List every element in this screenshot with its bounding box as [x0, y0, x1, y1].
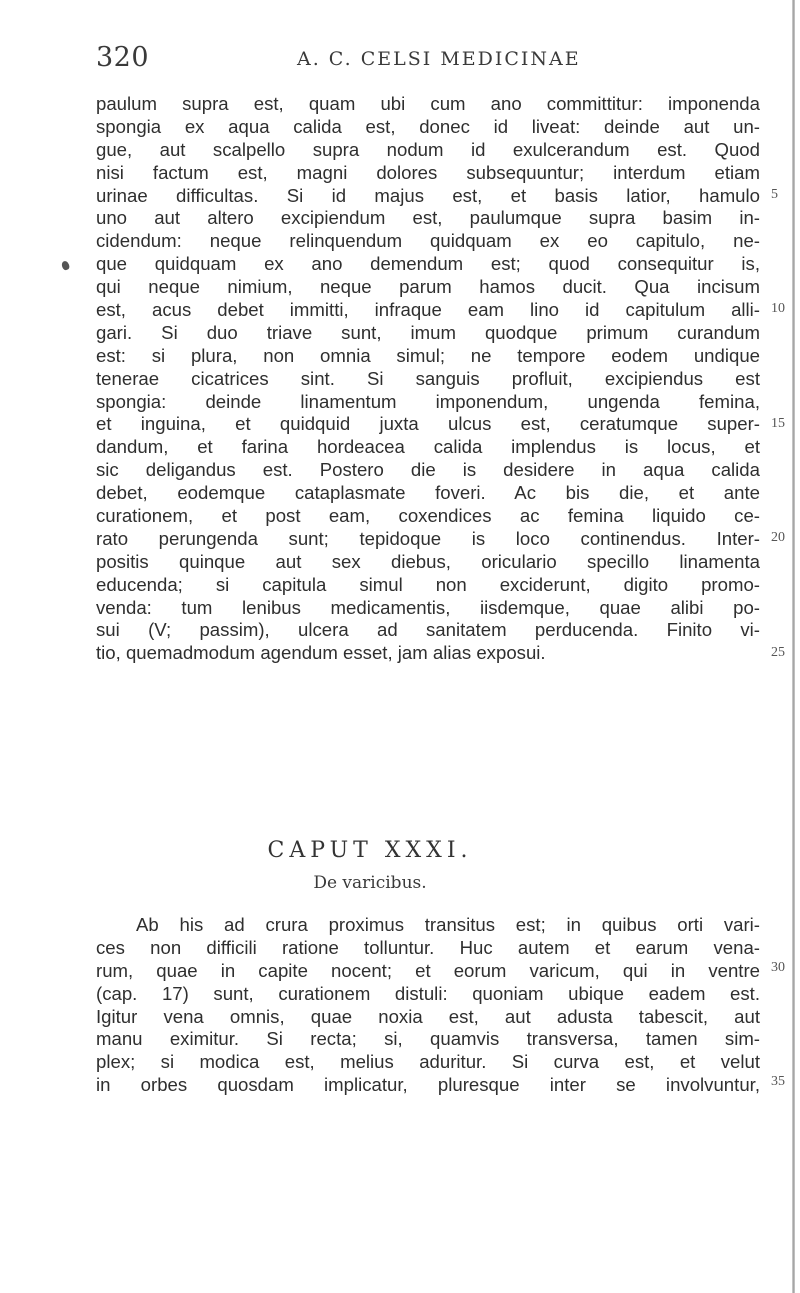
text-line: spongia: deinde linamentum imponendum, ungenda femina,: [96, 390, 760, 412]
line-number: 30: [771, 960, 785, 975]
line-number: 35: [771, 1074, 785, 1089]
text-line: rato perungenda sunt; tepidoque is loco continendus. Inter-: [96, 527, 760, 549]
text-line: ces non difficili ratione tolluntur. Huc autem et earum vena-: [96, 936, 760, 958]
line-number: 15: [771, 416, 785, 431]
text-line: que quidquam ex ano demendum est; quod consequitur is,: [96, 253, 760, 275]
text-line: gue, aut scalpello supra nodum id exulcerandum est. Quod: [96, 138, 760, 160]
text-line: educenda; si capitula simul non exciderunt, digito promo-: [96, 573, 760, 595]
text-line: Ab his ad crura proximus transitus est; in quibus orti vari-: [136, 914, 760, 935]
text-line: venda: tum lenibus medicamentis, iisdemque, quae alibi po-: [96, 596, 760, 618]
text-line: rum, quae in capite nocent; et eorum varicum, qui in ventre: [96, 959, 760, 981]
text-line: uno aut altero excipiendum est, paulumque supra basim in-: [96, 207, 760, 229]
text-line: (cap. 17) sunt, curationem distuli: quoniam ubique eadem est.: [96, 982, 760, 1004]
page-number: 320: [96, 42, 150, 73]
text-line: cidendum: neque relinquendum quidquam ex eo capitulo, ne-: [96, 230, 760, 252]
text-line: plex; si modica est, melius aduritur. Si curva est, et velut: [96, 1051, 760, 1073]
text-line: nisi factum est, magni dolores subsequuntur; interdum etiam: [96, 161, 760, 183]
text-line: gari. Si duo triave sunt, imum quodque primum curandum: [96, 321, 760, 343]
text-line: est: si plura, non omnia simul; ne tempore eodem undique: [96, 344, 760, 366]
text-line: paulum supra est, quam ubi cum ano committitur: imponenda: [96, 93, 760, 114]
line-number: 25: [771, 645, 785, 660]
running-title: A. C. CELSI MEDICINAE: [297, 48, 581, 70]
text-line: positis quinque aut sex diebus, oriculario specillo linamenta: [96, 550, 760, 572]
text-line: sic deligandus est. Postero die is desidere in aqua calida: [96, 459, 760, 481]
ink-blot-mark: [61, 260, 71, 271]
text-line: dandum, et farina hordeacea calida implendus is locus, et: [96, 436, 760, 458]
running-header: [0, 42, 800, 82]
text-line: in orbes quosdam implicatur, pluresque inter se involvuntur,: [96, 1074, 760, 1096]
text-line: Igitur vena omnis, quae noxia est, aut adusta tabescit, aut: [96, 1005, 760, 1027]
text-line: est, acus debet immitti, infraque eam lino id capitulum alli-: [96, 299, 760, 321]
line-number: 10: [771, 301, 785, 316]
text-line: spongia ex aqua calida est, donec id liveat: deinde aut un-: [96, 115, 760, 137]
text-line: sui (V; passim), ulcera ad sanitatem perducenda. Finito vi-: [96, 619, 760, 641]
text-line: manu eximitur. Si recta; si, quamvis transversa, tamen sim-: [96, 1028, 760, 1050]
chapter-subtitle: De varicibus.: [313, 873, 427, 893]
line-number: 20: [771, 530, 785, 545]
paragraph-continued: [96, 93, 760, 665]
text-line: curationem, et post eam, coxendices ac femina liquido ce-: [96, 505, 760, 527]
chapter-heading: CAPUT XXXI.: [267, 838, 473, 863]
text-line: et inguina, et quidquid juxta ulcus est, ceratumque super-: [96, 413, 760, 435]
paragraph-varices: [96, 914, 760, 1097]
line-number: 5: [771, 187, 778, 202]
text-line: qui neque nimium, neque parum hamos ducit. Qua incisum: [96, 276, 760, 298]
text-line: debet, eodemque cataplasmate foveri. Ac bis die, et ante: [96, 482, 760, 504]
text-line: tenerae cicatrices sint. Si sanguis profluit, excipiendus est: [96, 367, 760, 389]
text-line: urinae difficultas. Si id majus est, et basis latior, hamulo: [96, 184, 760, 206]
text-line: tio, quemadmodum agendum esset, jam alias exposui.: [96, 642, 546, 664]
page-gutter: [792, 0, 795, 1293]
